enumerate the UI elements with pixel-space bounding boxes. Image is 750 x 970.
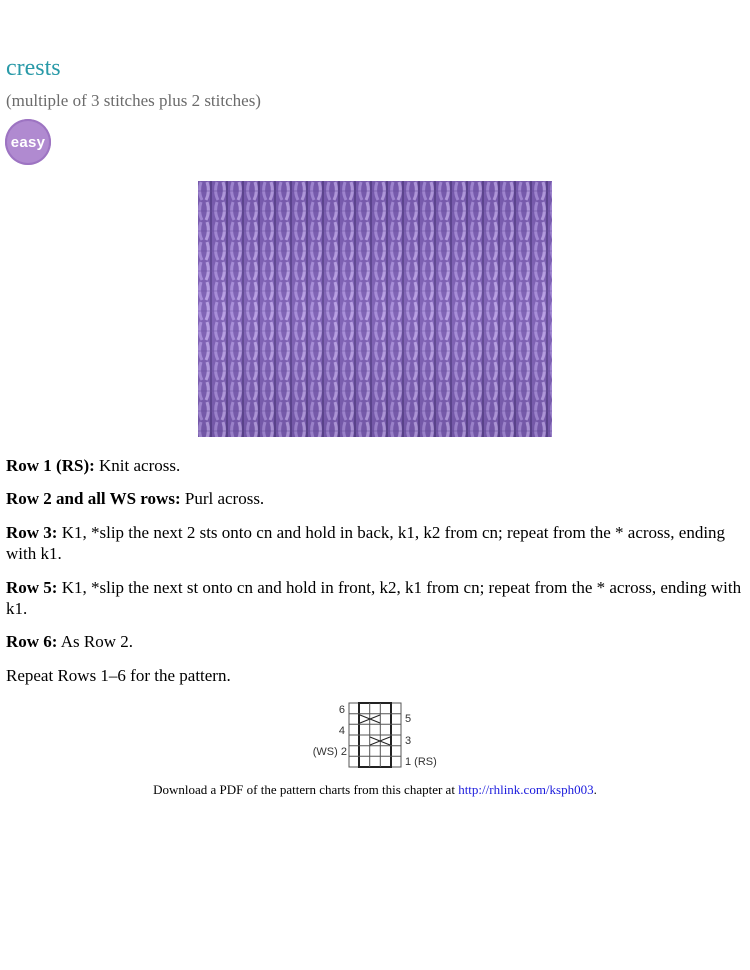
chart-label-left-6: 6 [338,704,345,716]
chart-label-left-2: (WS) 2 [312,746,347,758]
row-label: Row 5: [6,578,58,597]
instruction-row-3 [6,522,744,564]
instruction-row-2 [6,488,744,509]
row-text: Knit across. [94,456,181,475]
instruction-row-6 [6,631,744,652]
row-text: K1, *slip the next 2 sts onto cn and hold in back, k1, k2 from cn; repeat from the * across, ending with k1. [6,523,726,563]
chart-label-right-1: 1 (RS) [405,756,437,768]
row-text: As Row 2. [57,632,134,651]
row-text: K1, *slip the next st onto cn and hold in front, k2, k1 from cn; repeat from the * across, ending with k1. [6,578,742,618]
difficulty-label: easy [10,133,46,151]
row-label: Row 1 (RS): [6,456,95,475]
row-label: Row 2 and all WS rows: [6,489,181,508]
download-text: Download a PDF of the pattern charts from this chapter at [153,782,459,797]
row-label: Row 3: [6,523,58,542]
repeat-instruction: Repeat Rows 1–6 for the pattern. [6,666,231,685]
download-end: . [593,782,597,797]
instruction-row-5 [6,577,744,619]
stitch-multiple-subtitle: (multiple of 3 stitches plus 2 stitches) [6,91,261,110]
download-link[interactable]: http://rhlink.com/ksph003 [458,782,594,797]
chart-label-right-3: 3 [405,735,412,747]
download-note [0,782,750,798]
page-title: crests [6,55,61,81]
stitch-chart [305,700,450,772]
difficulty-badge [5,119,51,165]
instruction-row-1 [6,455,744,476]
row-text: Purl across. [180,489,265,508]
chart-label-right-5: 5 [405,713,412,725]
chart-label-left-4: 4 [338,725,345,737]
row-label: Row 6: [6,632,58,651]
knit-swatch-photo [198,181,552,437]
